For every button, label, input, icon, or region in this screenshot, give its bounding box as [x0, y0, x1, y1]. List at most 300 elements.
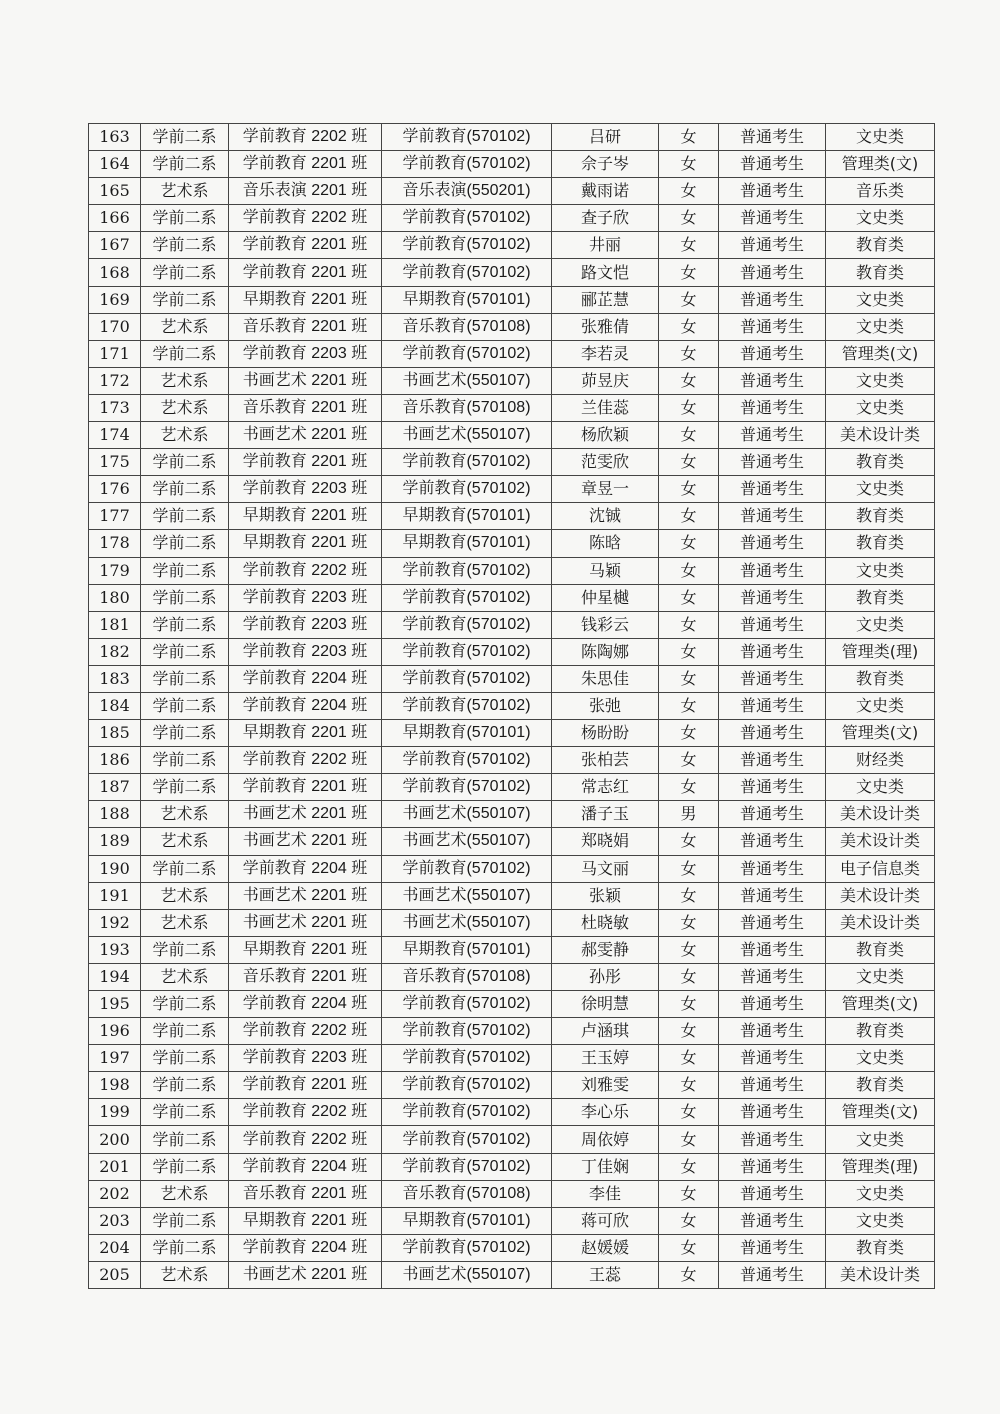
class-cell: 学前教育 2203 班 [229, 340, 382, 367]
department-cell: 学前二系 [141, 1045, 229, 1072]
department-cell: 学前二系 [141, 1018, 229, 1045]
row-number-cell: 173 [89, 394, 141, 421]
table-row [89, 991, 935, 1018]
table-row [89, 611, 935, 638]
table-row [89, 394, 935, 421]
class-cell: 学前教育 2203 班 [229, 638, 382, 665]
student-name-cell: 杨欣颖 [552, 422, 659, 449]
student-name-cell: 佘子岑 [552, 151, 659, 178]
department-cell: 学前二系 [141, 1234, 229, 1261]
category-cell: 教育类 [826, 1072, 935, 1099]
category-cell: 文史类 [826, 692, 935, 719]
category-cell: 美术设计类 [826, 801, 935, 828]
class-cell: 音乐教育 2201 班 [229, 963, 382, 990]
category-cell: 管理类(文) [826, 991, 935, 1018]
major-cell: 学前教育(570102) [382, 692, 552, 719]
gender-cell: 女 [659, 1207, 719, 1234]
major-cell: 学前教育(570102) [382, 1126, 552, 1153]
department-cell: 学前二系 [141, 936, 229, 963]
category-cell: 文史类 [826, 1126, 935, 1153]
department-cell: 学前二系 [141, 855, 229, 882]
department-cell: 学前二系 [141, 1153, 229, 1180]
gender-cell: 女 [659, 394, 719, 421]
gender-cell: 女 [659, 991, 719, 1018]
major-cell: 学前教育(570102) [382, 476, 552, 503]
applicant-type-cell: 普通考生 [719, 178, 826, 205]
row-number-cell: 179 [89, 557, 141, 584]
gender-cell: 女 [659, 720, 719, 747]
applicant-type-cell: 普通考生 [719, 936, 826, 963]
gender-cell: 女 [659, 1261, 719, 1288]
category-cell: 美术设计类 [826, 828, 935, 855]
student-name-cell: 路文恺 [552, 259, 659, 286]
major-cell: 学前教育(570102) [382, 557, 552, 584]
student-name-cell: 孙彤 [552, 963, 659, 990]
department-cell: 学前二系 [141, 991, 229, 1018]
class-cell: 学前教育 2201 班 [229, 449, 382, 476]
table-row [89, 692, 935, 719]
major-cell: 音乐教育(570108) [382, 313, 552, 340]
category-cell: 美术设计类 [826, 422, 935, 449]
student-name-cell: 张雅倩 [552, 313, 659, 340]
gender-cell: 女 [659, 1099, 719, 1126]
row-number-cell: 163 [89, 124, 141, 151]
table-row [89, 1099, 935, 1126]
category-cell: 文史类 [826, 774, 935, 801]
applicant-type-cell: 普通考生 [719, 340, 826, 367]
major-cell: 早期教育(570101) [382, 720, 552, 747]
department-cell: 学前二系 [141, 1126, 229, 1153]
applicant-type-cell: 普通考生 [719, 530, 826, 557]
major-cell: 学前教育(570102) [382, 124, 552, 151]
applicant-type-cell: 普通考生 [719, 828, 826, 855]
applicant-type-cell: 普通考生 [719, 584, 826, 611]
row-number-cell: 187 [89, 774, 141, 801]
student-name-cell: 丁佳娴 [552, 1153, 659, 1180]
row-number-cell: 184 [89, 692, 141, 719]
category-cell: 电子信息类 [826, 855, 935, 882]
student-name-cell: 戴雨诺 [552, 178, 659, 205]
category-cell: 教育类 [826, 1018, 935, 1045]
gender-cell: 男 [659, 801, 719, 828]
department-cell: 学前二系 [141, 1099, 229, 1126]
category-cell: 音乐类 [826, 178, 935, 205]
row-number-cell: 188 [89, 801, 141, 828]
applicant-type-cell: 普通考生 [719, 367, 826, 394]
category-cell: 教育类 [826, 232, 935, 259]
row-number-cell: 202 [89, 1180, 141, 1207]
row-number-cell: 196 [89, 1018, 141, 1045]
class-cell: 早期教育 2201 班 [229, 503, 382, 530]
applicant-type-cell: 普通考生 [719, 855, 826, 882]
row-number-cell: 193 [89, 936, 141, 963]
row-number-cell: 190 [89, 855, 141, 882]
gender-cell: 女 [659, 774, 719, 801]
row-number-cell: 168 [89, 259, 141, 286]
applicant-type-cell: 普通考生 [719, 503, 826, 530]
major-cell: 学前教育(570102) [382, 1153, 552, 1180]
department-cell: 学前二系 [141, 124, 229, 151]
student-name-cell: 查子欣 [552, 205, 659, 232]
table-row [89, 638, 935, 665]
department-cell: 学前二系 [141, 1072, 229, 1099]
category-cell: 文史类 [826, 611, 935, 638]
department-cell: 学前二系 [141, 557, 229, 584]
category-cell: 管理类(理) [826, 1153, 935, 1180]
student-name-cell: 马颖 [552, 557, 659, 584]
table-row [89, 151, 935, 178]
major-cell: 书画艺术(550107) [382, 422, 552, 449]
student-name-cell: 仲星樾 [552, 584, 659, 611]
category-cell: 文史类 [826, 394, 935, 421]
row-number-cell: 200 [89, 1126, 141, 1153]
class-cell: 书画艺术 2201 班 [229, 422, 382, 449]
gender-cell: 女 [659, 909, 719, 936]
row-number-cell: 197 [89, 1045, 141, 1072]
applicant-type-cell: 普通考生 [719, 1234, 826, 1261]
department-cell: 学前二系 [141, 692, 229, 719]
student-name-cell: 吕研 [552, 124, 659, 151]
table-row [89, 1207, 935, 1234]
applicant-type-cell: 普通考生 [719, 449, 826, 476]
row-number-cell: 178 [89, 530, 141, 557]
department-cell: 学前二系 [141, 638, 229, 665]
category-cell: 教育类 [826, 584, 935, 611]
applicant-type-cell: 普通考生 [719, 1099, 826, 1126]
major-cell: 学前教育(570102) [382, 638, 552, 665]
category-cell: 文史类 [826, 367, 935, 394]
row-number-cell: 164 [89, 151, 141, 178]
gender-cell: 女 [659, 1126, 719, 1153]
category-cell: 教育类 [826, 530, 935, 557]
student-name-cell: 王玉婷 [552, 1045, 659, 1072]
major-cell: 音乐教育(570108) [382, 963, 552, 990]
student-name-cell: 杨盼盼 [552, 720, 659, 747]
student-name-cell: 李若灵 [552, 340, 659, 367]
major-cell: 早期教育(570101) [382, 503, 552, 530]
category-cell: 教育类 [826, 1234, 935, 1261]
applicant-type-cell: 普通考生 [719, 1018, 826, 1045]
row-number-cell: 180 [89, 584, 141, 611]
major-cell: 早期教育(570101) [382, 286, 552, 313]
gender-cell: 女 [659, 638, 719, 665]
student-name-cell: 茆昱庆 [552, 367, 659, 394]
applicant-type-cell: 普通考生 [719, 1126, 826, 1153]
row-number-cell: 177 [89, 503, 141, 530]
department-cell: 艺术系 [141, 963, 229, 990]
class-cell: 早期教育 2201 班 [229, 1207, 382, 1234]
department-cell: 学前二系 [141, 665, 229, 692]
category-cell: 文史类 [826, 124, 935, 151]
category-cell: 教育类 [826, 503, 935, 530]
major-cell: 书画艺术(550107) [382, 1261, 552, 1288]
major-cell: 书画艺术(550107) [382, 367, 552, 394]
table-row [89, 449, 935, 476]
gender-cell: 女 [659, 530, 719, 557]
class-cell: 学前教育 2202 班 [229, 124, 382, 151]
applicant-type-cell: 普通考生 [719, 665, 826, 692]
table-row [89, 205, 935, 232]
student-name-cell: 周依婷 [552, 1126, 659, 1153]
major-cell: 学前教育(570102) [382, 205, 552, 232]
row-number-cell: 182 [89, 638, 141, 665]
gender-cell: 女 [659, 1018, 719, 1045]
class-cell: 学前教育 2204 班 [229, 692, 382, 719]
table-row [89, 259, 935, 286]
department-cell: 艺术系 [141, 313, 229, 340]
class-cell: 学前教育 2201 班 [229, 774, 382, 801]
row-number-cell: 205 [89, 1261, 141, 1288]
category-cell: 文史类 [826, 286, 935, 313]
class-cell: 早期教育 2201 班 [229, 286, 382, 313]
department-cell: 学前二系 [141, 720, 229, 747]
department-cell: 学前二系 [141, 151, 229, 178]
class-cell: 学前教育 2204 班 [229, 991, 382, 1018]
department-cell: 学前二系 [141, 530, 229, 557]
class-cell: 学前教育 2202 班 [229, 747, 382, 774]
table-row [89, 313, 935, 340]
gender-cell: 女 [659, 232, 719, 259]
class-cell: 学前教育 2202 班 [229, 1018, 382, 1045]
applicant-type-cell: 普通考生 [719, 313, 826, 340]
student-name-cell: 赵媛媛 [552, 1234, 659, 1261]
major-cell: 学前教育(570102) [382, 449, 552, 476]
category-cell: 文史类 [826, 1180, 935, 1207]
table-row [89, 1126, 935, 1153]
category-cell: 美术设计类 [826, 1261, 935, 1288]
class-cell: 学前教育 2204 班 [229, 665, 382, 692]
applicant-type-cell: 普通考生 [719, 963, 826, 990]
class-cell: 学前教育 2201 班 [229, 259, 382, 286]
student-name-cell: 兰佳蕊 [552, 394, 659, 421]
gender-cell: 女 [659, 1153, 719, 1180]
table-row [89, 747, 935, 774]
category-cell: 美术设计类 [826, 909, 935, 936]
row-number-cell: 166 [89, 205, 141, 232]
row-number-cell: 201 [89, 1153, 141, 1180]
gender-cell: 女 [659, 882, 719, 909]
table-row [89, 882, 935, 909]
gender-cell: 女 [659, 422, 719, 449]
major-cell: 学前教育(570102) [382, 774, 552, 801]
major-cell: 早期教育(570101) [382, 1207, 552, 1234]
class-cell: 学前教育 2202 班 [229, 557, 382, 584]
table-row [89, 855, 935, 882]
gender-cell: 女 [659, 1045, 719, 1072]
major-cell: 早期教育(570101) [382, 936, 552, 963]
table-row [89, 1180, 935, 1207]
category-cell: 文史类 [826, 476, 935, 503]
department-cell: 学前二系 [141, 232, 229, 259]
student-name-cell: 章昱一 [552, 476, 659, 503]
row-number-cell: 185 [89, 720, 141, 747]
table-row [89, 828, 935, 855]
class-cell: 学前教育 2202 班 [229, 205, 382, 232]
table-row [89, 340, 935, 367]
category-cell: 美术设计类 [826, 882, 935, 909]
gender-cell: 女 [659, 178, 719, 205]
student-name-cell: 张柏芸 [552, 747, 659, 774]
row-number-cell: 192 [89, 909, 141, 936]
row-number-cell: 167 [89, 232, 141, 259]
student-name-cell: 杜晓敏 [552, 909, 659, 936]
student-name-cell: 张弛 [552, 692, 659, 719]
student-name-cell: 常志红 [552, 774, 659, 801]
row-number-cell: 194 [89, 963, 141, 990]
gender-cell: 女 [659, 611, 719, 638]
applicant-type-cell: 普通考生 [719, 1153, 826, 1180]
class-cell: 学前教育 2202 班 [229, 1126, 382, 1153]
student-name-cell: 沈铖 [552, 503, 659, 530]
department-cell: 学前二系 [141, 449, 229, 476]
class-cell: 书画艺术 2201 班 [229, 367, 382, 394]
gender-cell: 女 [659, 205, 719, 232]
table-row [89, 124, 935, 151]
row-number-cell: 183 [89, 665, 141, 692]
table-row [89, 286, 935, 313]
class-cell: 学前教育 2201 班 [229, 151, 382, 178]
gender-cell: 女 [659, 936, 719, 963]
class-cell: 书画艺术 2201 班 [229, 882, 382, 909]
table-row [89, 503, 935, 530]
department-cell: 艺术系 [141, 882, 229, 909]
table-row [89, 367, 935, 394]
student-name-cell: 李心乐 [552, 1099, 659, 1126]
class-cell: 音乐教育 2201 班 [229, 313, 382, 340]
table-row [89, 584, 935, 611]
department-cell: 艺术系 [141, 422, 229, 449]
major-cell: 书画艺术(550107) [382, 801, 552, 828]
table-row [89, 963, 935, 990]
category-cell: 管理类(文) [826, 1099, 935, 1126]
major-cell: 学前教育(570102) [382, 340, 552, 367]
department-cell: 学前二系 [141, 611, 229, 638]
applicant-type-cell: 普通考生 [719, 476, 826, 503]
category-cell: 教育类 [826, 449, 935, 476]
major-cell: 书画艺术(550107) [382, 828, 552, 855]
row-number-cell: 171 [89, 340, 141, 367]
applicant-type-cell: 普通考生 [719, 394, 826, 421]
applicant-type-cell: 普通考生 [719, 909, 826, 936]
student-name-cell: 郦芷慧 [552, 286, 659, 313]
gender-cell: 女 [659, 476, 719, 503]
gender-cell: 女 [659, 503, 719, 530]
applicant-type-cell: 普通考生 [719, 422, 826, 449]
table-row [89, 1153, 935, 1180]
department-cell: 艺术系 [141, 909, 229, 936]
gender-cell: 女 [659, 963, 719, 990]
student-name-cell: 陈陶娜 [552, 638, 659, 665]
category-cell: 管理类(文) [826, 340, 935, 367]
class-cell: 学前教育 2203 班 [229, 584, 382, 611]
gender-cell: 女 [659, 449, 719, 476]
row-number-cell: 203 [89, 1207, 141, 1234]
student-name-cell: 蒋可欣 [552, 1207, 659, 1234]
department-cell: 学前二系 [141, 747, 229, 774]
table-row [89, 665, 935, 692]
student-name-cell: 徐明慧 [552, 991, 659, 1018]
student-name-cell: 张颖 [552, 882, 659, 909]
applicant-type-cell: 普通考生 [719, 991, 826, 1018]
table-row [89, 557, 935, 584]
row-number-cell: 195 [89, 991, 141, 1018]
department-cell: 艺术系 [141, 178, 229, 205]
row-number-cell: 169 [89, 286, 141, 313]
major-cell: 音乐教育(570108) [382, 394, 552, 421]
department-cell: 学前二系 [141, 584, 229, 611]
table-row [89, 720, 935, 747]
class-cell: 学前教育 2201 班 [229, 232, 382, 259]
major-cell: 学前教育(570102) [382, 1045, 552, 1072]
table-row [89, 1234, 935, 1261]
category-cell: 管理类(文) [826, 720, 935, 747]
major-cell: 学前教育(570102) [382, 611, 552, 638]
gender-cell: 女 [659, 367, 719, 394]
applicant-type-cell: 普通考生 [719, 801, 826, 828]
applicant-type-cell: 普通考生 [719, 259, 826, 286]
student-name-cell: 郝雯静 [552, 936, 659, 963]
table-row [89, 530, 935, 557]
category-cell: 管理类(文) [826, 151, 935, 178]
gender-cell: 女 [659, 665, 719, 692]
table-row [89, 178, 935, 205]
gender-cell: 女 [659, 151, 719, 178]
department-cell: 艺术系 [141, 394, 229, 421]
department-cell: 学前二系 [141, 340, 229, 367]
student-name-cell: 井丽 [552, 232, 659, 259]
applicant-type-cell: 普通考生 [719, 638, 826, 665]
class-cell: 书画艺术 2201 班 [229, 828, 382, 855]
category-cell: 文史类 [826, 963, 935, 990]
row-number-cell: 191 [89, 882, 141, 909]
class-cell: 学前教育 2204 班 [229, 1153, 382, 1180]
major-cell: 学前教育(570102) [382, 151, 552, 178]
row-number-cell: 181 [89, 611, 141, 638]
row-number-cell: 204 [89, 1234, 141, 1261]
gender-cell: 女 [659, 313, 719, 340]
row-number-cell: 199 [89, 1099, 141, 1126]
roster-body [89, 124, 935, 1289]
row-number-cell: 170 [89, 313, 141, 340]
student-name-cell: 钱彩云 [552, 611, 659, 638]
student-name-cell: 朱思佳 [552, 665, 659, 692]
class-cell: 学前教育 2204 班 [229, 855, 382, 882]
department-cell: 学前二系 [141, 503, 229, 530]
gender-cell: 女 [659, 1234, 719, 1261]
applicant-type-cell: 普通考生 [719, 286, 826, 313]
major-cell: 学前教育(570102) [382, 1018, 552, 1045]
applicant-type-cell: 普通考生 [719, 557, 826, 584]
class-cell: 学前教育 2203 班 [229, 476, 382, 503]
department-cell: 学前二系 [141, 259, 229, 286]
applicant-type-cell: 普通考生 [719, 232, 826, 259]
major-cell: 学前教育(570102) [382, 232, 552, 259]
table-row [89, 936, 935, 963]
department-cell: 艺术系 [141, 1180, 229, 1207]
major-cell: 学前教育(570102) [382, 991, 552, 1018]
applicant-type-cell: 普通考生 [719, 151, 826, 178]
category-cell: 文史类 [826, 1045, 935, 1072]
class-cell: 书画艺术 2201 班 [229, 801, 382, 828]
applicant-type-cell: 普通考生 [719, 205, 826, 232]
student-name-cell: 潘子玉 [552, 801, 659, 828]
major-cell: 学前教育(570102) [382, 747, 552, 774]
row-number-cell: 172 [89, 367, 141, 394]
applicant-type-cell: 普通考生 [719, 124, 826, 151]
table-row [89, 1072, 935, 1099]
applicant-type-cell: 普通考生 [719, 882, 826, 909]
gender-cell: 女 [659, 828, 719, 855]
